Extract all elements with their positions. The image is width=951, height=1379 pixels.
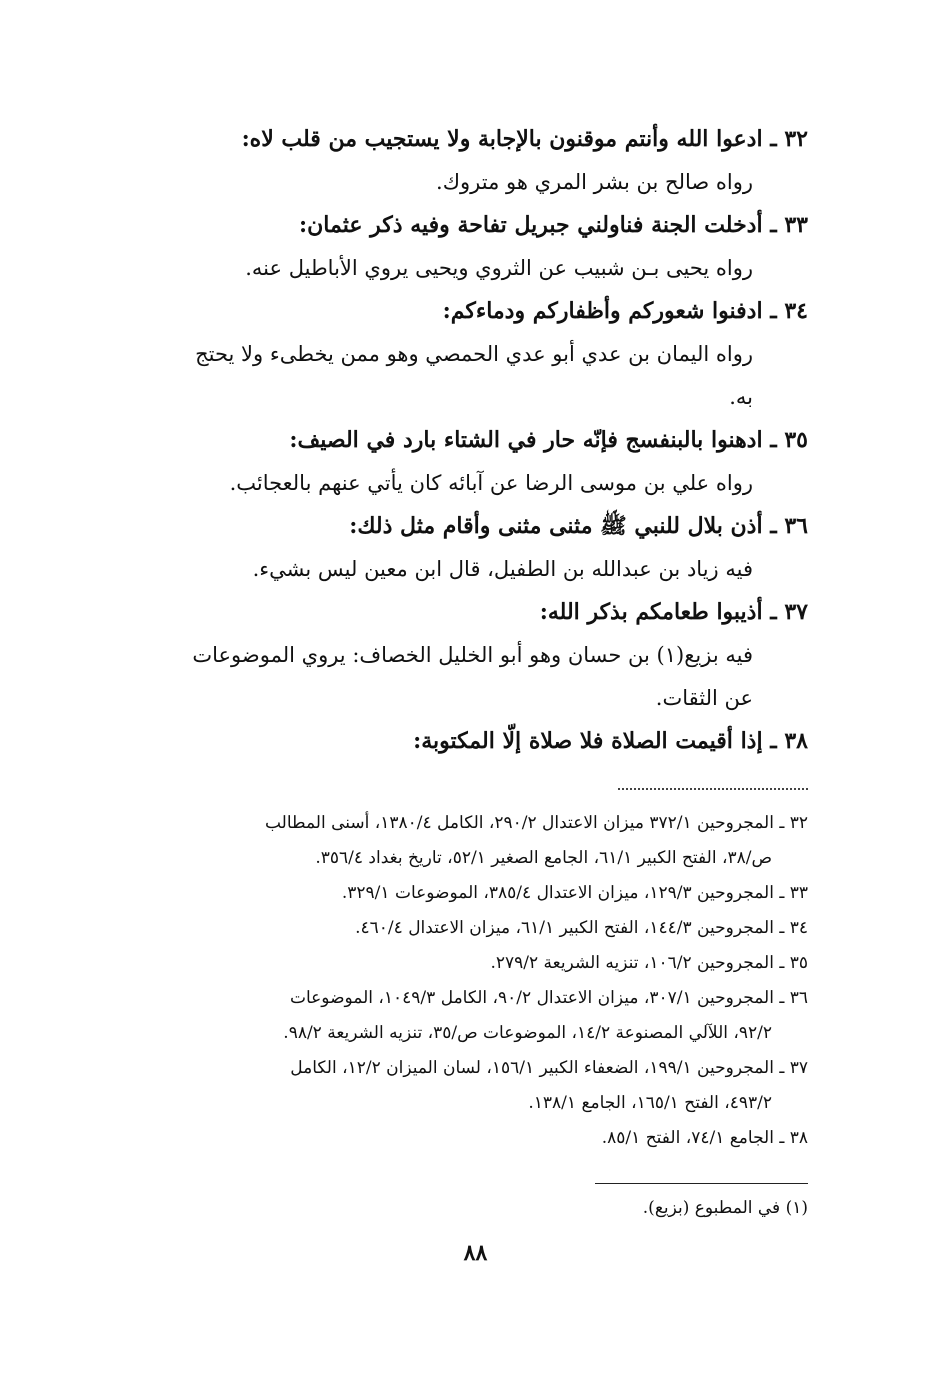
entry-36: [108, 505, 808, 591]
entry-body: [108, 161, 808, 204]
dotted-separator: [618, 788, 808, 796]
note-line: ٣٧ ـ المجروحين ١٩٩/١، الضعفاء الكبير ١٥٦/١، لسان الميزان ١٢/٢، الكامل: [290, 1058, 808, 1078]
entry-title: ٣٧ ـ أذيبوا طعامكم بذكر الله:: [539, 599, 808, 625]
entry-37: [108, 591, 808, 720]
footnote-rule: [595, 1183, 808, 1184]
entry-title: ٣٤ ـ ادفنوا شعوركم وأظفاركم ودماءكم:: [442, 298, 808, 324]
entry-title: ٣٢ ـ ادعوا الله وأنتم موقنون بالإجابة ولا يستجيب من قلب لاه:: [241, 126, 808, 152]
footnote: (١) في المطبوع (بزيع).: [642, 1198, 808, 1218]
entry-body-line: رواه يحيى بـن شبيب عن الثروي ويحيى يروي الأباطيل عنه.: [245, 256, 753, 280]
note-line: ٣٦ ـ المجروحين ٣٠٧/١، ميزان الاعتدال ٩٠/٢، الكامل ١٠٤٩/٣، الموضوعات: [289, 988, 808, 1008]
entry-body-line: به.: [729, 385, 753, 409]
note-line: ص/٣٨، الفتح الكبير ٦١/١، الجامع الصغير ٥٢/١، تاريخ بغداد ٣٥٦/٤.: [315, 848, 772, 868]
entry-title: ٣٦ ـ أذن بلال للنبي ﷺ مثنى مثنى وأقام مثل ذلك:: [349, 513, 808, 539]
entry-33: [108, 204, 808, 290]
entry-body-line: رواه علي بن موسى الرضا عن آبائه كان يأتي عنهم بالعجائب.: [229, 471, 753, 495]
entry-body: [108, 548, 808, 591]
entry-body-line: رواه اليمان بن عدي أبو عدي الحمصي وهو ممن يخطىء ولا يحتج: [195, 342, 753, 366]
note-line: ٤٩٣/٢، الفتح ١٦٥/١، الجامع ١٣٨/١.: [528, 1093, 772, 1113]
entry-34: [108, 290, 808, 419]
note-line: ٣٣ ـ المجروحين ١٢٩/٣، ميزان الاعتدال ٣٨٥/٤، الموضوعات ٣٢٩/١.: [341, 883, 808, 903]
page-number: ٨٨: [463, 1240, 488, 1266]
entry-body-line: فيه بزيع(١) بن حسان وهو أبو الخليل الخصاف: يروي الموضوعات: [192, 643, 753, 667]
entry-title: ٣٣ ـ أدخلت الجنة فناولني جبريل تفاحة وفيه ذكر عثمان:: [299, 212, 808, 238]
note-line: ٣٤ ـ المجروحين ١٤٤/٣، الفتح الكبير ٦١/١، ميزان الاعتدال ٤٦٠/٤.: [355, 918, 808, 938]
entry-body-line: عن الثقات.: [655, 686, 753, 710]
entry-body-line: رواه صالح بن بشر المري هو متروك.: [436, 170, 753, 194]
entry-title: ٣٨ ـ إذا أقيمت الصلاة فلا صلاة إلّا المكتوبة:: [413, 728, 808, 754]
entry-title: ٣٥ ـ ادهنوا بالبنفسج فإنّه حار في الشتاء بارد في الصيف:: [289, 427, 808, 453]
note-line: ٣٢ ـ المجروحين ٣٧٢/١ ميزان الاعتدال ٢٩٠/٢، الكامل ١٣٨٠/٤، أسنى المطالب: [264, 813, 808, 833]
entry-35: [108, 419, 808, 505]
entry-38: [108, 720, 808, 763]
note-line: ٣٨ ـ الجامع ٧٤/١، الفتح ٨٥/١.: [601, 1128, 808, 1148]
note-line: ٣٥ ـ المجروحين ١٠٦/٢، تنزيه الشريعة ٢٧٩/٢.: [490, 953, 808, 973]
note-line: ٩٢/٢، اللآلي المصنوعة ١٤/٢، الموضوعات ص/٣٥، تنزيه الشريعة ٩٨/٢.: [283, 1023, 772, 1043]
main-text: [108, 118, 808, 763]
entry-body-line: فيه زياد بن عبدالله بن الطفيل، قال ابن معين ليس بشيء.: [252, 557, 753, 581]
entry-32: [108, 118, 808, 204]
entry-body: [108, 462, 808, 505]
entry-body: [108, 634, 808, 720]
entry-body: [108, 247, 808, 290]
entry-body: [108, 333, 808, 419]
endnotes: [108, 788, 808, 1156]
